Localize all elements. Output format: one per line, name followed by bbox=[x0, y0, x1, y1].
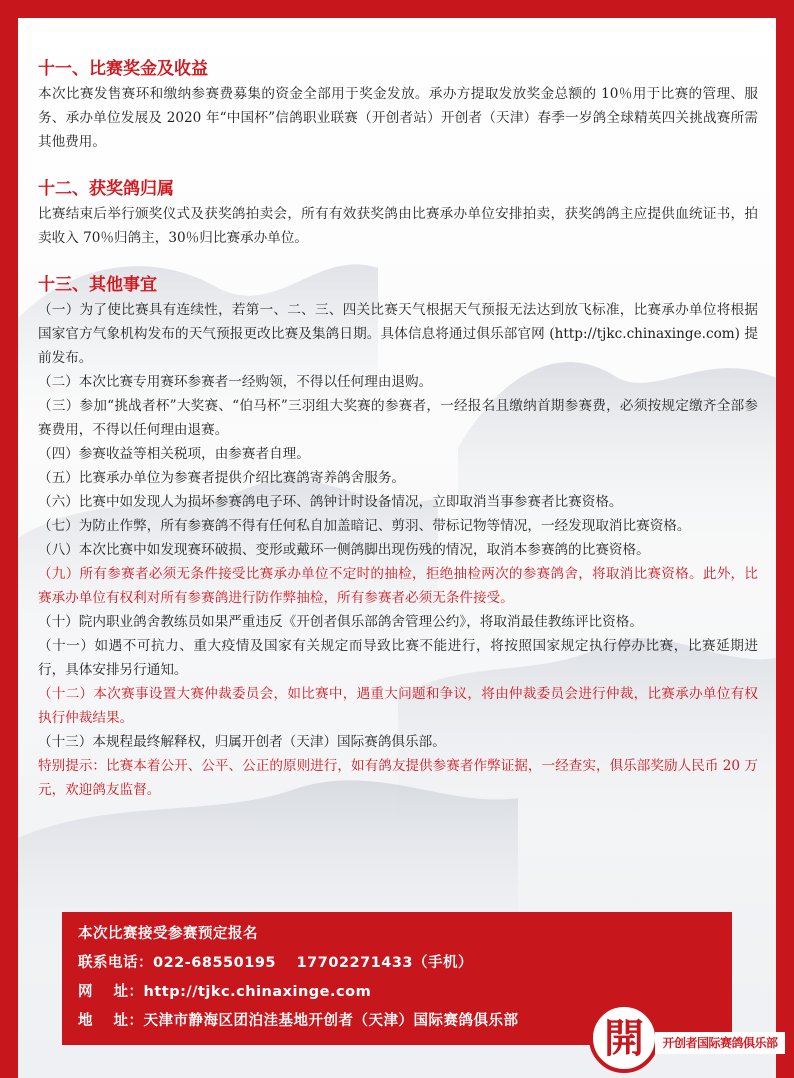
section-13-heading: 十三、其他事宜 bbox=[38, 275, 157, 295]
rule-item-5: （五）比赛承办单位为参赛者提供介绍比赛鸽寄养鸽舍服务。 bbox=[38, 470, 406, 486]
section-11-heading: 十一、比赛奖金及收益 bbox=[38, 59, 208, 79]
rule-item-4: （四）参赛收益等相关税项，由参赛者自理。 bbox=[38, 446, 310, 462]
contact-phone: 联系电话：022-68550195 17702271433（手机） bbox=[78, 955, 474, 971]
rule-item-8: （八）本次比赛中如发现赛环破损、变形或戴环一侧鸽脚出现伤残的情况，取消本参赛鸽的比赛资格。 bbox=[38, 542, 650, 558]
registration-title: 本次比赛接受参赛预定报名 bbox=[78, 926, 258, 942]
club-brand-name: 开创者国际赛鸽俱乐部 bbox=[655, 1032, 785, 1054]
rule-item-9: （九）所有参赛者必须无条件接受比赛承办单位不定时的抽检，拒绝抽检两次的参赛鸽舍，将取消比赛资格。此外，比赛承办单位有权利对所有参赛鸽进行防作弊抽检，所有参赛者必须无条件接受。 bbox=[38, 566, 758, 606]
club-logo-icon bbox=[588, 1002, 660, 1074]
rule-item-10: （十）院内职业鸽舍教练员如果严重违反《开创者俱乐部鸽舍管理公约》，将取消最佳教练评比资格。 bbox=[38, 614, 643, 630]
logo-char: 開 bbox=[604, 1015, 644, 1062]
rule-item-11: （十一）如遇不可抗力、重大疫情及国家有关规定而导致比赛不能进行，将按照国家规定执行停办比赛，比赛延期进行，具体安排另行通知。 bbox=[38, 638, 758, 678]
rule-item-13: （十三）本规程最终解释权，归属开创者（天津）国际赛鸽俱乐部。 bbox=[38, 734, 446, 750]
rule-item-3: （三）参加“挑战者杯”大奖赛、“伯马杯”三羽组大奖赛的参赛者，一经报名且缴纳首期参赛费，必须按规定缴齐全部参赛费用，不得以任何理由退赛。 bbox=[38, 398, 758, 438]
rule-item-1: （一）为了使比赛具有连续性，若第一、二、三、四关比赛天气根据天气预报无法达到放飞标准，比赛承办单位将根据国家官方气象机构发布的天气预报更改比赛及集鸽日期。具体信息将通过俱乐部官网 (http://tjkc.chinaxinge.com) 提前发布。 bbox=[38, 302, 758, 366]
section-12-body: 比赛结束后举行颁奖仪式及获奖鸽拍卖会，所有有效获奖鸽由比赛承办单位安排拍卖，获奖鸽鸽主应提供血统证书，拍卖收入 70％归鸽主，30％归比赛承办单位。 bbox=[38, 206, 758, 246]
spacer bbox=[38, 154, 758, 176]
rule-item-6: （六）比赛中如发现人为损坏参赛鸽电子环、鸽钟计时设备情况，立即取消当事参赛者比赛资格。 bbox=[38, 494, 623, 510]
section-12-heading: 十二、获奖鸽归属 bbox=[38, 179, 174, 199]
spacer bbox=[38, 250, 758, 272]
section-11-body: 本次比赛发售赛环和缴纳参赛费募集的资金全部用于奖金发放。承办方提取发放奖金总额的 10％用于比赛的管理、服务、承办单位发展及 2020 年“中国杯”信鸽职业联赛（开创者站）开创者（天津）春季一岁鸽全球精英四关挑战赛所需其他费用。 bbox=[38, 86, 758, 150]
rule-item-2: （二）本次比赛专用赛环参赛者一经购领，不得以任何理由退购。 bbox=[38, 374, 433, 390]
rule-item-7: （七）为防止作弊，所有参赛鸽不得有任何私自加盖暗记、剪羽、带标记物等情况，一经发现取消比赛资格。 bbox=[38, 518, 691, 534]
rules-content bbox=[38, 56, 758, 802]
rule-item-12: （十二）本次赛事设置大赛仲裁委员会，如比赛中，遇重大问题和争议，将由仲裁委员会进行仲裁，比赛承办单位有权执行仲裁结果。 bbox=[38, 686, 758, 726]
website-url: 网 址：http://tjkc.chinaxinge.com bbox=[78, 984, 372, 1000]
special-notice: 特别提示：比赛本着公开、公平、公正的原则进行，如有鸽友提供参赛者作弊证据，一经查实，俱乐部奖励人民币 20 万元，欢迎鸽友监督。 bbox=[38, 758, 758, 798]
club-address: 地 址：天津市静海区团泊洼基地开创者（天津）国际赛鸽俱乐部 bbox=[78, 1013, 519, 1029]
